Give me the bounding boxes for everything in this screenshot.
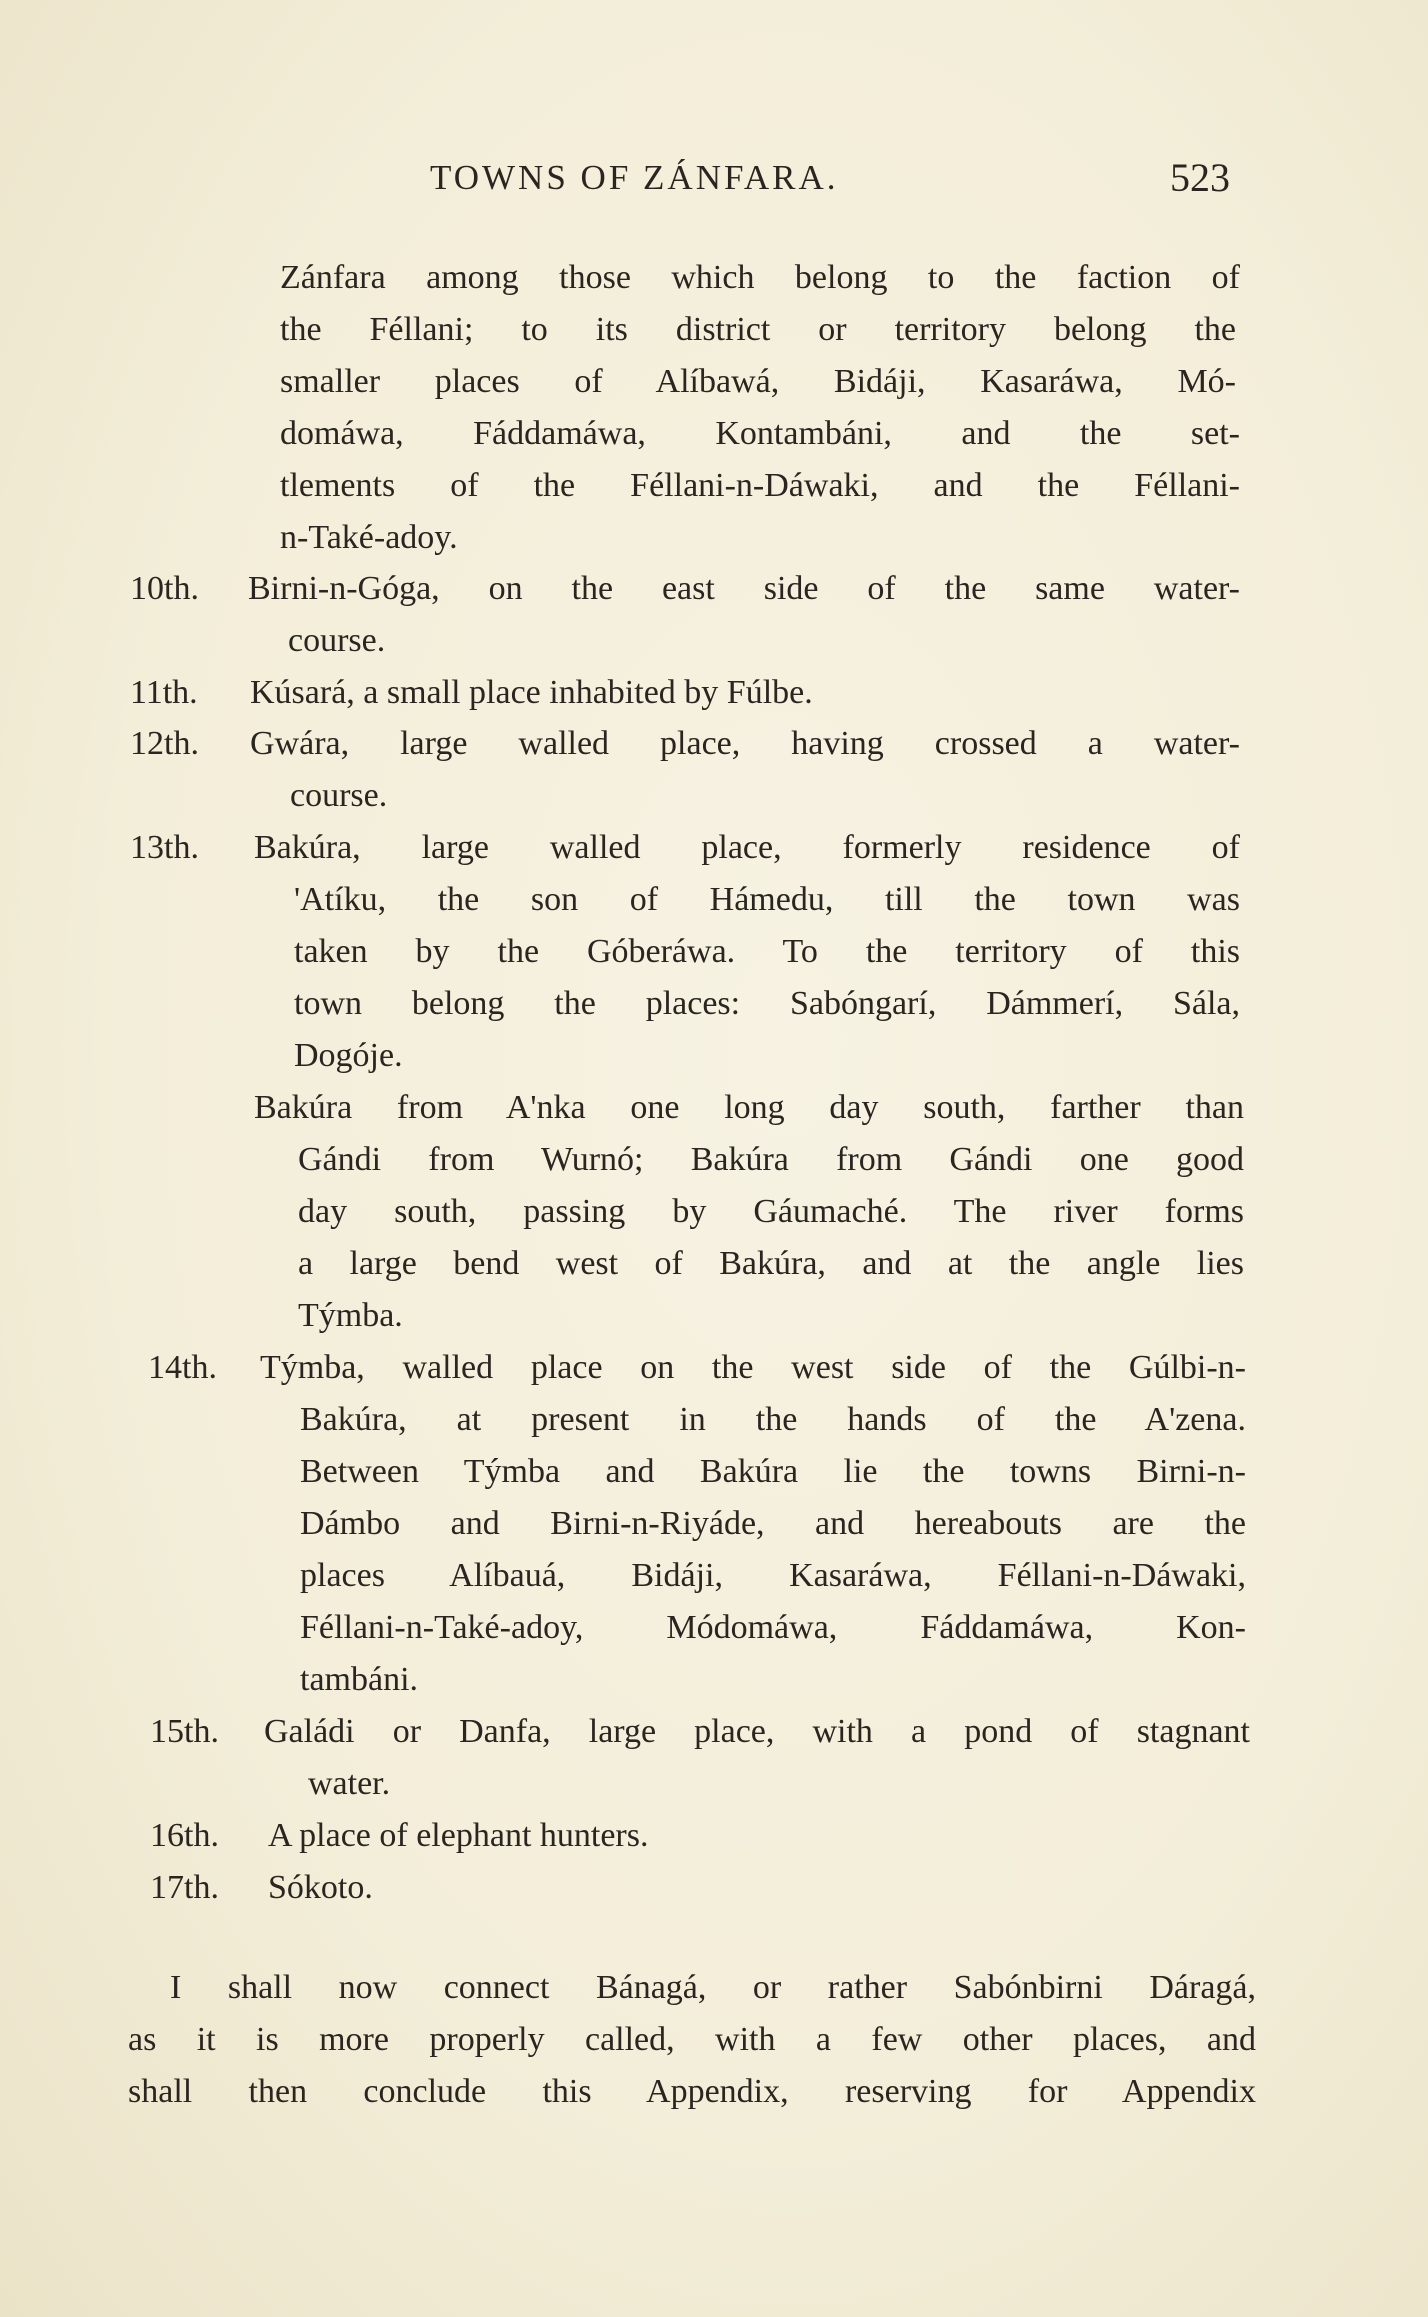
entry-number: 16th. (150, 1817, 219, 1854)
entry-number: 17th. (150, 1869, 219, 1906)
text-line: Bakúra from A'nka one long day south, farther than (254, 1089, 1244, 1126)
text-line: Dogóje. (294, 1037, 403, 1074)
text-line: smaller places of Alíbawá, Bidáji, Kasaráwa, Mó- (280, 363, 1236, 400)
entry-number: 15th. (150, 1713, 219, 1750)
text-line: the Féllani; to its district or territory belong the (280, 311, 1236, 348)
text-line: Dámbo and Birni-n-Riyáde, and hereabouts are the (300, 1505, 1246, 1542)
text-line: Between Týmba and Bakúra lie the towns Birni-n- (300, 1453, 1246, 1490)
text-line: a large bend west of Bakúra, and at the angle lies (298, 1245, 1244, 1282)
entry-number: 11th. (130, 674, 198, 711)
page-header (430, 155, 1230, 208)
text-line: I shall now connect Bánagá, or rather Sabónbirni Dáragá, (170, 1969, 1256, 2006)
text-line: town belong the places: Sabóngarí, Dámmerí, Sála, (294, 985, 1240, 1022)
entry-number: 14th. (148, 1349, 217, 1386)
entry-number: 13th. (130, 829, 199, 866)
text-line: n-Také-adoy. (280, 519, 458, 556)
text-line: 'Atíku, the son of Hámedu, till the town was (294, 881, 1240, 918)
text-line: Kúsará, a small place inhabited by Fúlbe. (250, 674, 813, 711)
text-line: domáwa, Fáddamáwa, Kontambáni, and the set- (280, 415, 1240, 452)
text-line: Bakúra, large walled place, formerly residence of (254, 829, 1240, 866)
text-line: Bakúra, at present in the hands of the A'zena. (300, 1401, 1246, 1438)
text-line: Birni-n-Góga, on the east side of the same water- (248, 570, 1240, 607)
text-line: Gwára, large walled place, having crossed a water- (250, 725, 1240, 762)
running-title: TOWNS OF ZÁNFARA. (430, 158, 839, 197)
text-line: Sókoto. (268, 1869, 373, 1906)
text-line: day south, passing by Gáumaché. The river forms (298, 1193, 1244, 1230)
entry-number: 12th. (130, 725, 199, 762)
text-line: Gándi from Wurnó; Bakúra from Gándi one good (298, 1141, 1244, 1178)
text-line: course. (290, 777, 388, 814)
text-line: Galádi or Danfa, large place, with a pond of stagnant (264, 1713, 1250, 1750)
text-line: Týmba. (298, 1297, 403, 1334)
text-line: Týmba, walled place on the west side of the Gúlbi-n- (260, 1349, 1246, 1386)
text-line: shall then conclude this Appendix, reserving for Appendix (128, 2073, 1256, 2110)
entry-number: 10th. (130, 570, 199, 607)
text-line: places Alíbauá, Bidáji, Kasaráwa, Féllani-n-Dáwaki, (300, 1557, 1246, 1594)
text-line: tambáni. (300, 1661, 419, 1698)
text-line: taken by the Góberáwa. To the territory of this (294, 933, 1240, 970)
text-line: tlements of the Féllani-n-Dáwaki, and the Féllani- (280, 467, 1240, 504)
text-line: Féllani-n-Také-adoy, Módomáwa, Fáddamáwa, Kon- (300, 1609, 1246, 1646)
text-line: water. (308, 1765, 391, 1802)
text-line: Zánfara among those which belong to the faction of (280, 259, 1240, 296)
text-line: A place of elephant hunters. (268, 1817, 649, 1854)
page-number: 523 (1170, 155, 1230, 200)
text-line: course. (288, 622, 386, 659)
text-line: as it is more properly called, with a few other places, and (128, 2021, 1256, 2058)
